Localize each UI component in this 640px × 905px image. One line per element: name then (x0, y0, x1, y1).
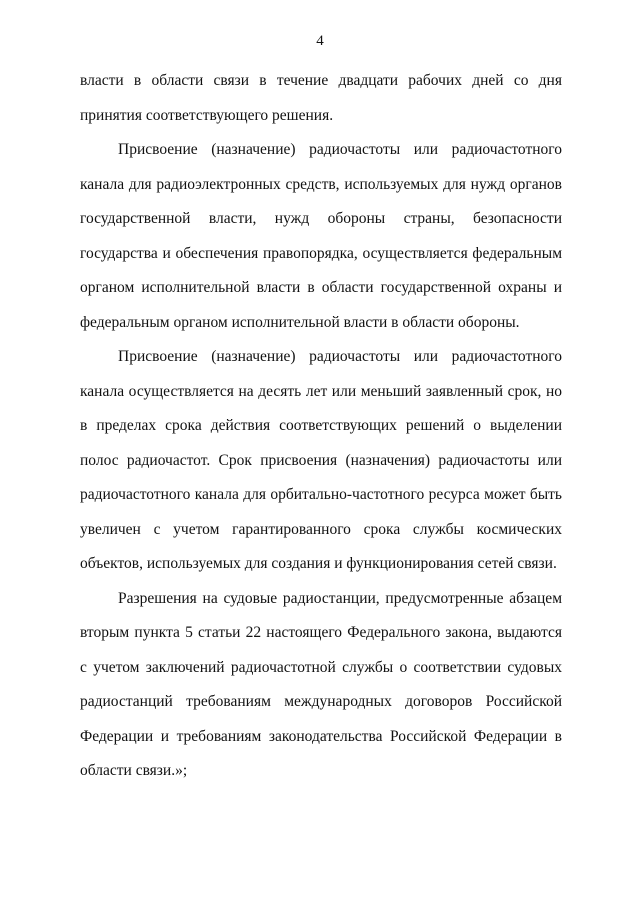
paragraph-ship-radio-permits: Разрешения на судовые радиостанции, предусмотренные абзацем вторым пункта 5 статьи 22 настоящего Федерального закона, выдаются с учетом заключений радиочастотной службы о соответствии судовых радиостанций требованиям международных договоров Российской Федерации и требованиям законодательства Российской Федерации в области связи.»; (80, 589, 562, 779)
paragraph-assignment-term: Присвоение (назначение) радиочастоты или радиочастотного канала осуществляется на десять лет или меньший заявленный срок, но в пределах срока действия соответствующих решений о выделении полос радиочастот. Срок присвоения (назначения) радиочастоты или радиочастотного канала для орбитально-частотного ресурса может быть увеличен с учетом гарантированного срока службы космических объектов, используемых для создания и функционирования сетей связи. (80, 348, 562, 572)
paragraph-frequency-assignment-authorities: Присвоение (назначение) радиочастоты или радиочастотного канала для радиоэлектронных средств, используемых для нужд органов государственной власти, нужд обороны страны, безопасности государства и обеспечения правопорядка, осуществляется федеральным органом исполнительной власти в области государственной охраны и федеральным органом исполнительной власти в области обороны. (80, 141, 562, 331)
paragraph-continuation: власти в области связи в течение двадцати рабочих дней со дня принятия соответствующего решения. (80, 72, 562, 124)
document-body (80, 64, 562, 789)
page-number: 4 (316, 33, 324, 49)
